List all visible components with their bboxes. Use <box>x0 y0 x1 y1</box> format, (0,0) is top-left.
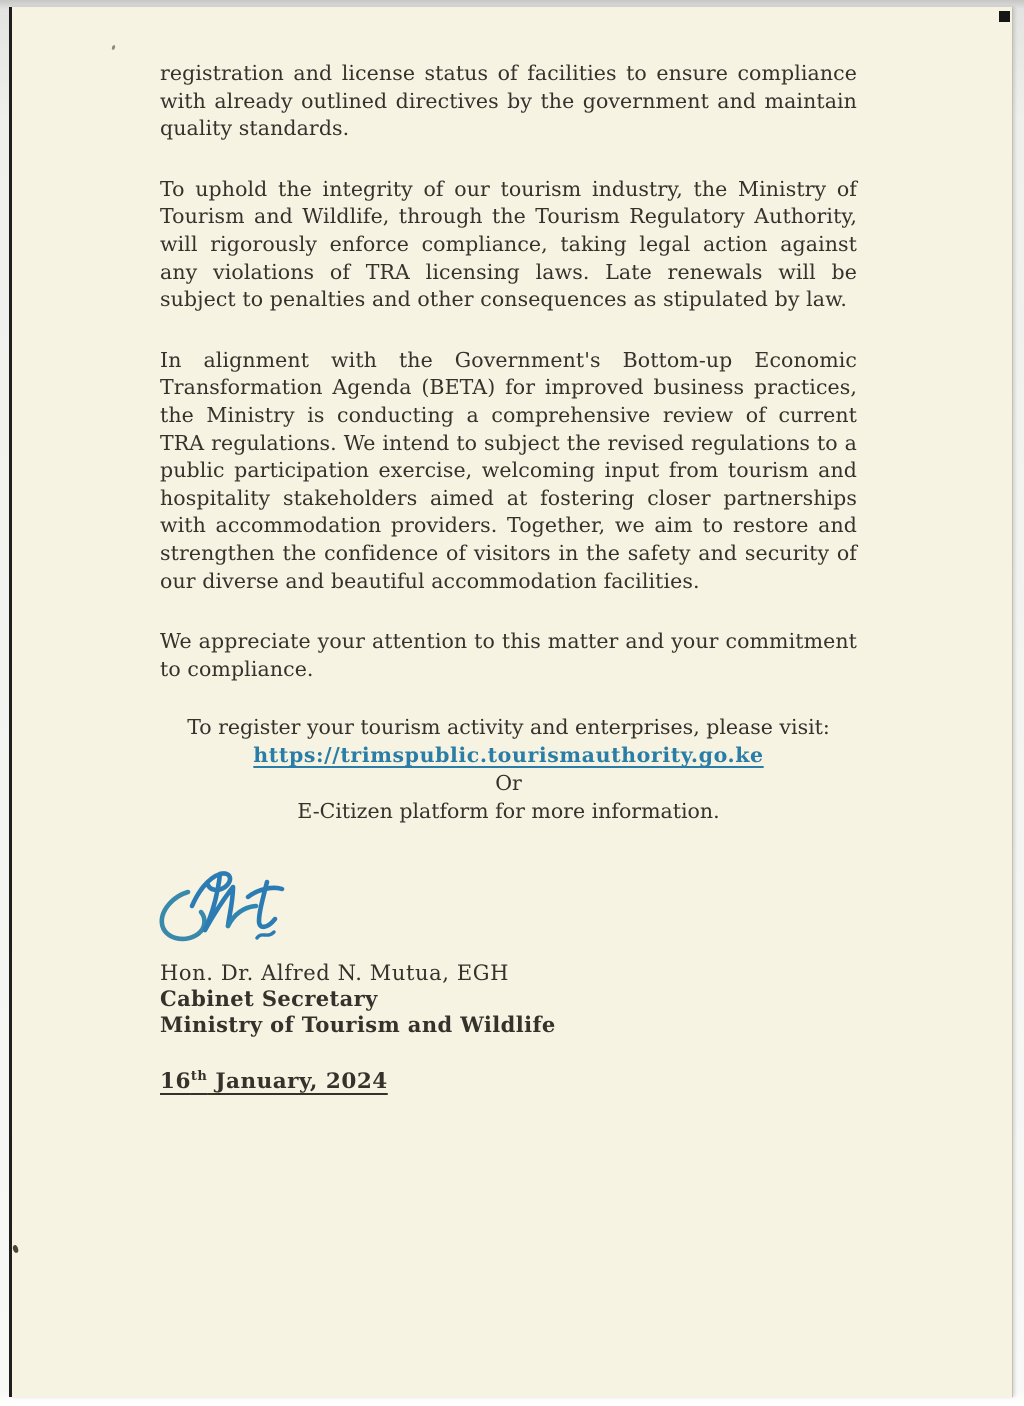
signatory-block <box>160 960 857 1038</box>
letter-date-ordinal: th <box>190 1069 208 1085</box>
registration-info-block <box>160 713 857 825</box>
paragraph-appreciation: We appreciate your attention to this matter and your commitment to compliance. <box>160 629 857 681</box>
signature-scribble-icon <box>154 860 319 952</box>
signatory-title: Cabinet Secretary <box>160 986 378 1012</box>
registration-url-link[interactable]: https://trimspublic.tourismauthority.go.ke <box>253 743 764 768</box>
letter-page <box>9 7 1013 1397</box>
or-text: Or <box>495 771 522 796</box>
paragraph-enforcement: To uphold the integrity of our tourism industry, the Ministry of Tourism and Wildlife, through the Tourism Regulatory Authority, will rigorously enforce compliance, taking legal action against any violations of TRA licensing laws. Late renewals will be subject to penalties and other consequences as stipulated by law. <box>160 176 857 312</box>
ecitizen-alternative-text: E-Citizen platform for more information. <box>297 799 720 824</box>
registration-intro-text: To register your tourism activity and enterprises, please visit: <box>187 715 830 740</box>
paragraph-compliance-status: registration and license status of facilities to ensure compliance with already outlined directives by the government and maintain quality standards. <box>160 61 857 141</box>
letter-date-rest: January, 2024 <box>207 1069 388 1095</box>
handwritten-signature <box>154 860 857 952</box>
scan-speck-left <box>12 1244 19 1253</box>
letter-date <box>160 1068 388 1096</box>
signatory-ministry: Ministry of Tourism and Wildlife <box>160 1012 556 1038</box>
letter-body <box>12 7 1012 1096</box>
paragraph-beta-review: In alignment with the Government's Bottom-up Economic Transformation Agenda (BETA) for improved business practices, the Ministry is conducting a comprehensive review of current TRA regulations. We intend to subject the revised regulations to a public participation exercise, welcoming input from tourism and hospitality stakeholders aimed at fostering closer partnerships with accommodation providers. Together, we aim to restore and strengthen the confidence of visitors in the safety and security of our diverse and beautiful accommodation facilities. <box>160 347 857 593</box>
letter-date-day: 16 <box>160 1069 191 1095</box>
signatory-name: Hon. Dr. Alfred N. Mutua, EGH <box>160 961 510 986</box>
